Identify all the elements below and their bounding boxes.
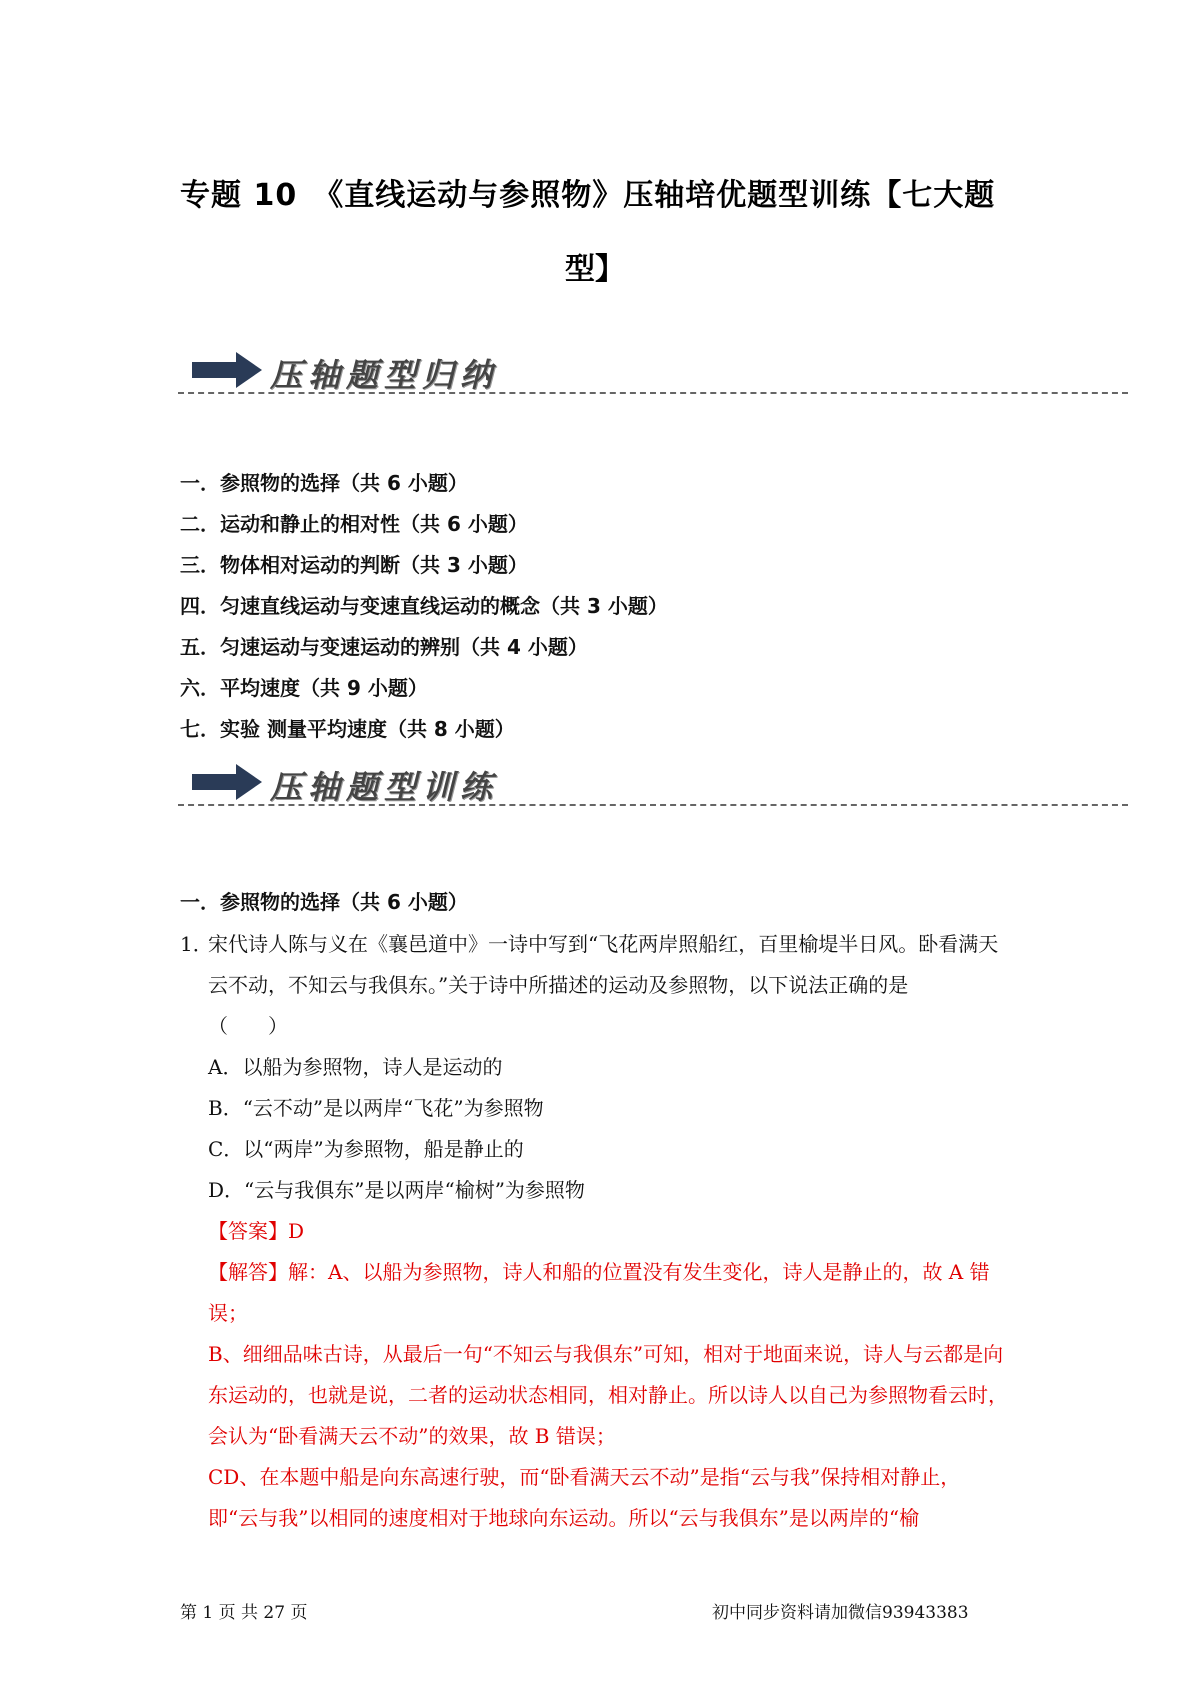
toc-list	[180, 463, 668, 750]
question-number: 1．	[180, 932, 213, 956]
question-stem	[180, 924, 1010, 1047]
explanation-paragraph: 【解答】解：A、以船为参照物，诗人和船的位置没有发生变化，诗人是静止的，故 A 错误；	[208, 1260, 990, 1325]
arrow-right-icon	[192, 762, 264, 802]
toc-item: 二．运动和静止的相对性（共 6 小题）	[180, 512, 528, 536]
banner-summary-text: 压轴题型归纳	[270, 356, 499, 394]
banner-training	[178, 752, 1128, 812]
answer-text: 【答案】D	[208, 1219, 305, 1243]
option-b: B．“云不动”是以两岸“飞花”为参照物	[208, 1096, 544, 1120]
toc-item: 四．匀速直线运动与变速直线运动的概念（共 3 小题）	[180, 594, 668, 618]
toc-item: 五．匀速运动与变速运动的辨别（共 4 小题）	[180, 635, 588, 659]
question-1	[180, 924, 1010, 1539]
option-d: D．“云与我俱东”是以两岸“榆树”为参照物	[208, 1178, 585, 1202]
section-heading: 一．参照物的选择（共 6 小题）	[180, 890, 468, 914]
arrow-right-icon	[192, 350, 264, 390]
answer-block	[180, 1211, 1010, 1539]
toc-item: 一．参照物的选择（共 6 小题）	[180, 471, 468, 495]
banner-training-text: 压轴题型训练	[270, 768, 499, 806]
page-title-line1: 专题 10 《直线运动与参照物》压轴培优题型训练【七大题	[180, 178, 996, 213]
toc-item: 六．平均速度（共 9 小题）	[180, 676, 428, 700]
answer-blank: （ ）	[208, 1014, 288, 1038]
explanation-paragraph: CD、在本题中船是向东高速行驶，而“卧看满天云不动”是指“云与我”保持相对静止，即“云与我”以相同的速度相对于地球向东运动。所以“云与我俱东”是以两岸的“榆	[208, 1465, 961, 1530]
footer-note: 初中同步资料请加微信93943383	[712, 1603, 969, 1623]
page-number: 第 1 页 共 27 页	[180, 1603, 308, 1623]
dashed-divider	[178, 804, 1128, 806]
dashed-divider	[178, 392, 1128, 394]
option-a: A．以船为参照物，诗人是运动的	[208, 1055, 503, 1079]
question-stem-text: 宋代诗人陈与义在《襄邑道中》一诗中写到“飞花两岸照船红，百里榆堤半日风。卧看满天云不动，不知云与我俱东。”关于诗中所描述的运动及参照物，以下说法正确的是	[208, 932, 999, 997]
explanation-paragraph: B、细细品味古诗，从最后一句“不知云与我俱东”可知，相对于地面来说，诗人与云都是向东运动的，也就是说，二者的运动状态相同，相对静止。所以诗人以自己为参照物看云时，会认为“卧看满天云不动”的效果，故 B 错误；	[208, 1342, 1008, 1448]
toc-item: 七．实验 测量平均速度（共 8 小题）	[180, 717, 515, 741]
option-c: C．以“两岸”为参照物，船是静止的	[208, 1137, 524, 1161]
banner-summary	[178, 340, 1128, 400]
toc-item: 三．物体相对运动的判断（共 3 小题）	[180, 553, 528, 577]
page-title-line2: 型】	[565, 252, 625, 287]
